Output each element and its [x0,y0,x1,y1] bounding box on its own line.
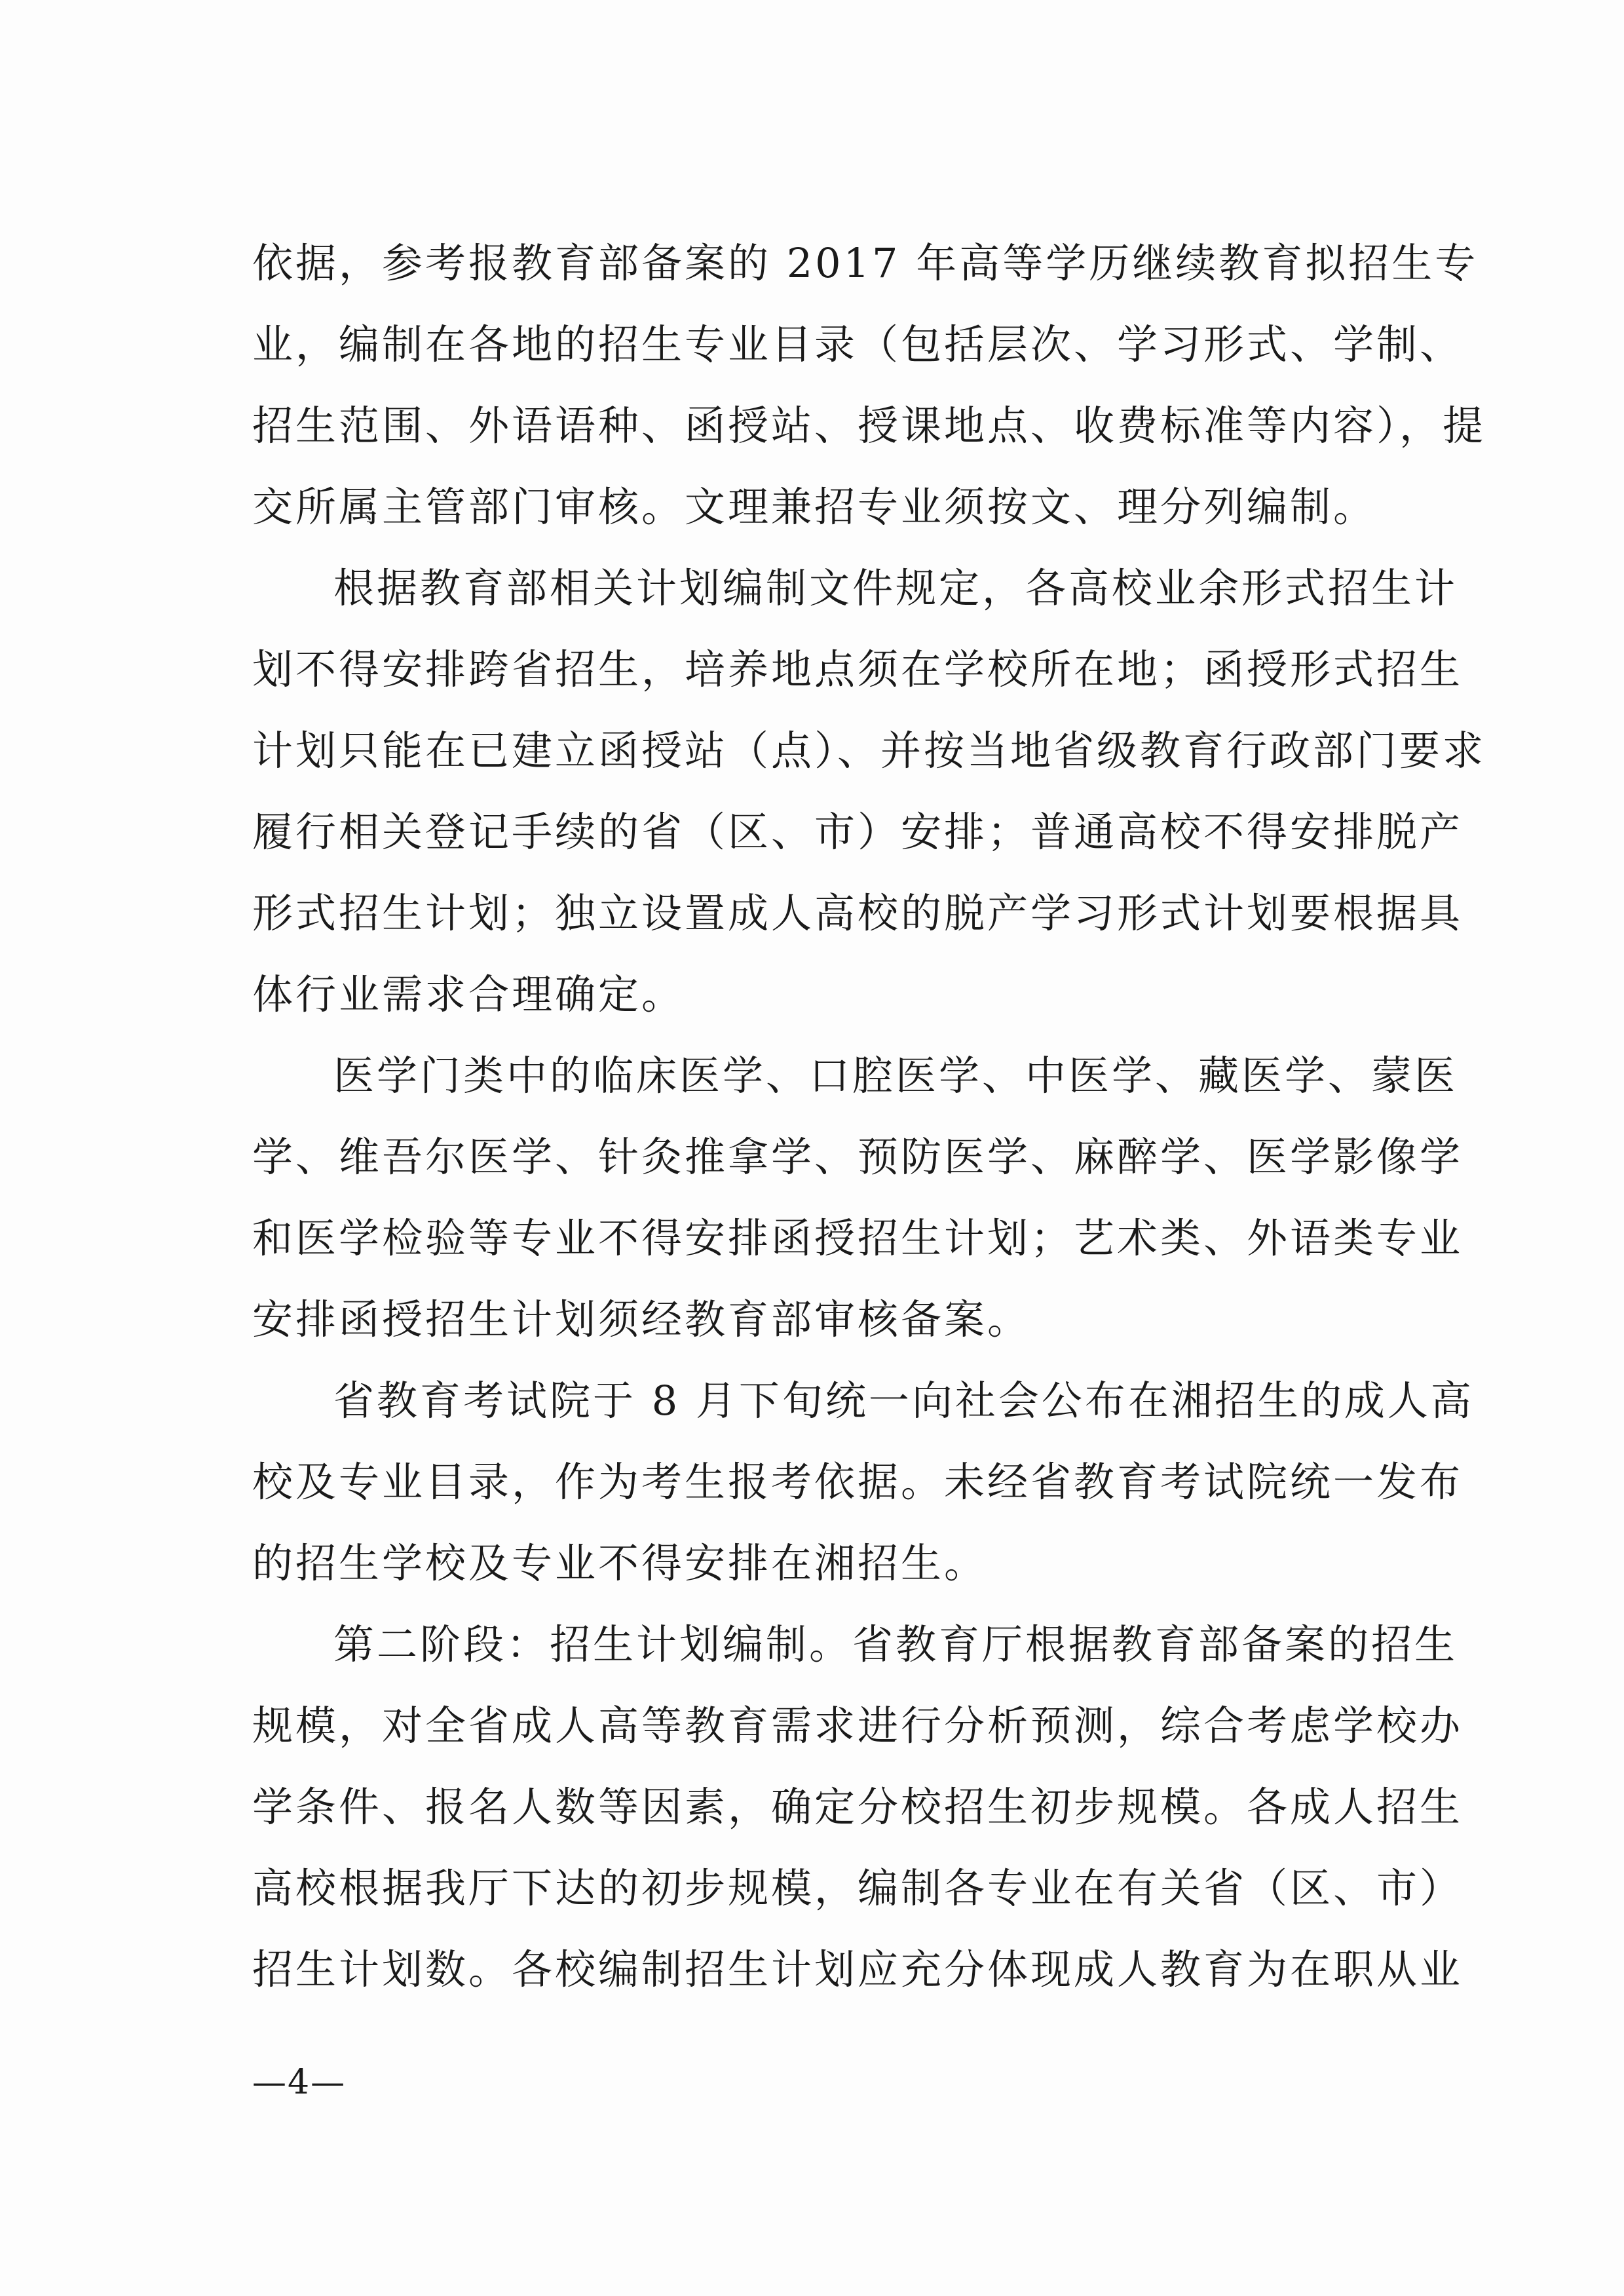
paragraph-start-line: 根据教育部相关计划编制文件规定，各高校业余形式招生计 [333,564,1458,612]
text-line: 规模，对全省成人高等教育需求进行分析预测，综合考虑学校办 [252,1702,1463,1750]
text-line: 交所属主管部门审核。文理兼招专业须按文、理分列编制。 [252,483,1377,531]
text-line: 招生计划数。各校编制招生计划应充分体现成人教育为在职从业 [252,1945,1463,1993]
text-line: 体行业需求合理确定。 [252,970,685,1018]
text-line: 形式招生计划；独立设置成人高校的脱产学习形式计划要根据具 [252,889,1463,937]
text-line: 业，编制在各地的招生专业目录（包括层次、学习形式、学制、 [252,320,1463,368]
text-line: 计划只能在已建立函授站（点）、并按当地省级教育行政部门要求 [252,727,1486,775]
text-line: 学、维吾尔医学、针灸推拿学、预防医学、麻醉学、医学影像学 [252,1133,1463,1181]
text-line: 和医学检验等专业不得安排函授招生计划；艺术类、外语类专业 [252,1214,1463,1262]
text-line: 的招生学校及专业不得安排在湘招生。 [252,1539,988,1587]
body-text [252,223,1486,2010]
text-line: 高校根据我厅下达的初步规模，编制各专业在有关省（区、市） [252,1864,1463,1912]
paragraph-start-line: 医学门类中的临床医学、口腔医学、中医学、藏医学、蒙医 [333,1052,1458,1100]
paragraph-start-line: 省教育考试院于 8 月下旬统一向社会公布在湘招生的成人高 [333,1377,1474,1425]
text-line: 校及专业目录，作为考生报考依据。未经省教育考试院统一发布 [252,1458,1463,1506]
text-line: 依据，参考报教育部备案的 2017 年高等学历继续教育拟招生专 [252,239,1479,287]
text-line: 安排函授招生计划须经教育部审核备案。 [252,1295,1031,1343]
text-line: 学条件、报名人数等因素，确定分校招生初步规模。各成人招生 [252,1783,1463,1831]
text-line: 履行相关登记手续的省（区、市）安排；普通高校不得安排脱产 [252,808,1463,856]
paragraph-start-line: 第二阶段：招生计划编制。省教育厅根据教育部备案的招生 [333,1620,1458,1668]
text-line: 招生范围、外语语种、函授站、授课地点、收费标准等内容），提 [252,402,1486,450]
page-number: —4— [252,2063,347,2102]
text-line: 划不得安排跨省招生，培养地点须在学校所在地；函授形式招生 [252,645,1463,693]
